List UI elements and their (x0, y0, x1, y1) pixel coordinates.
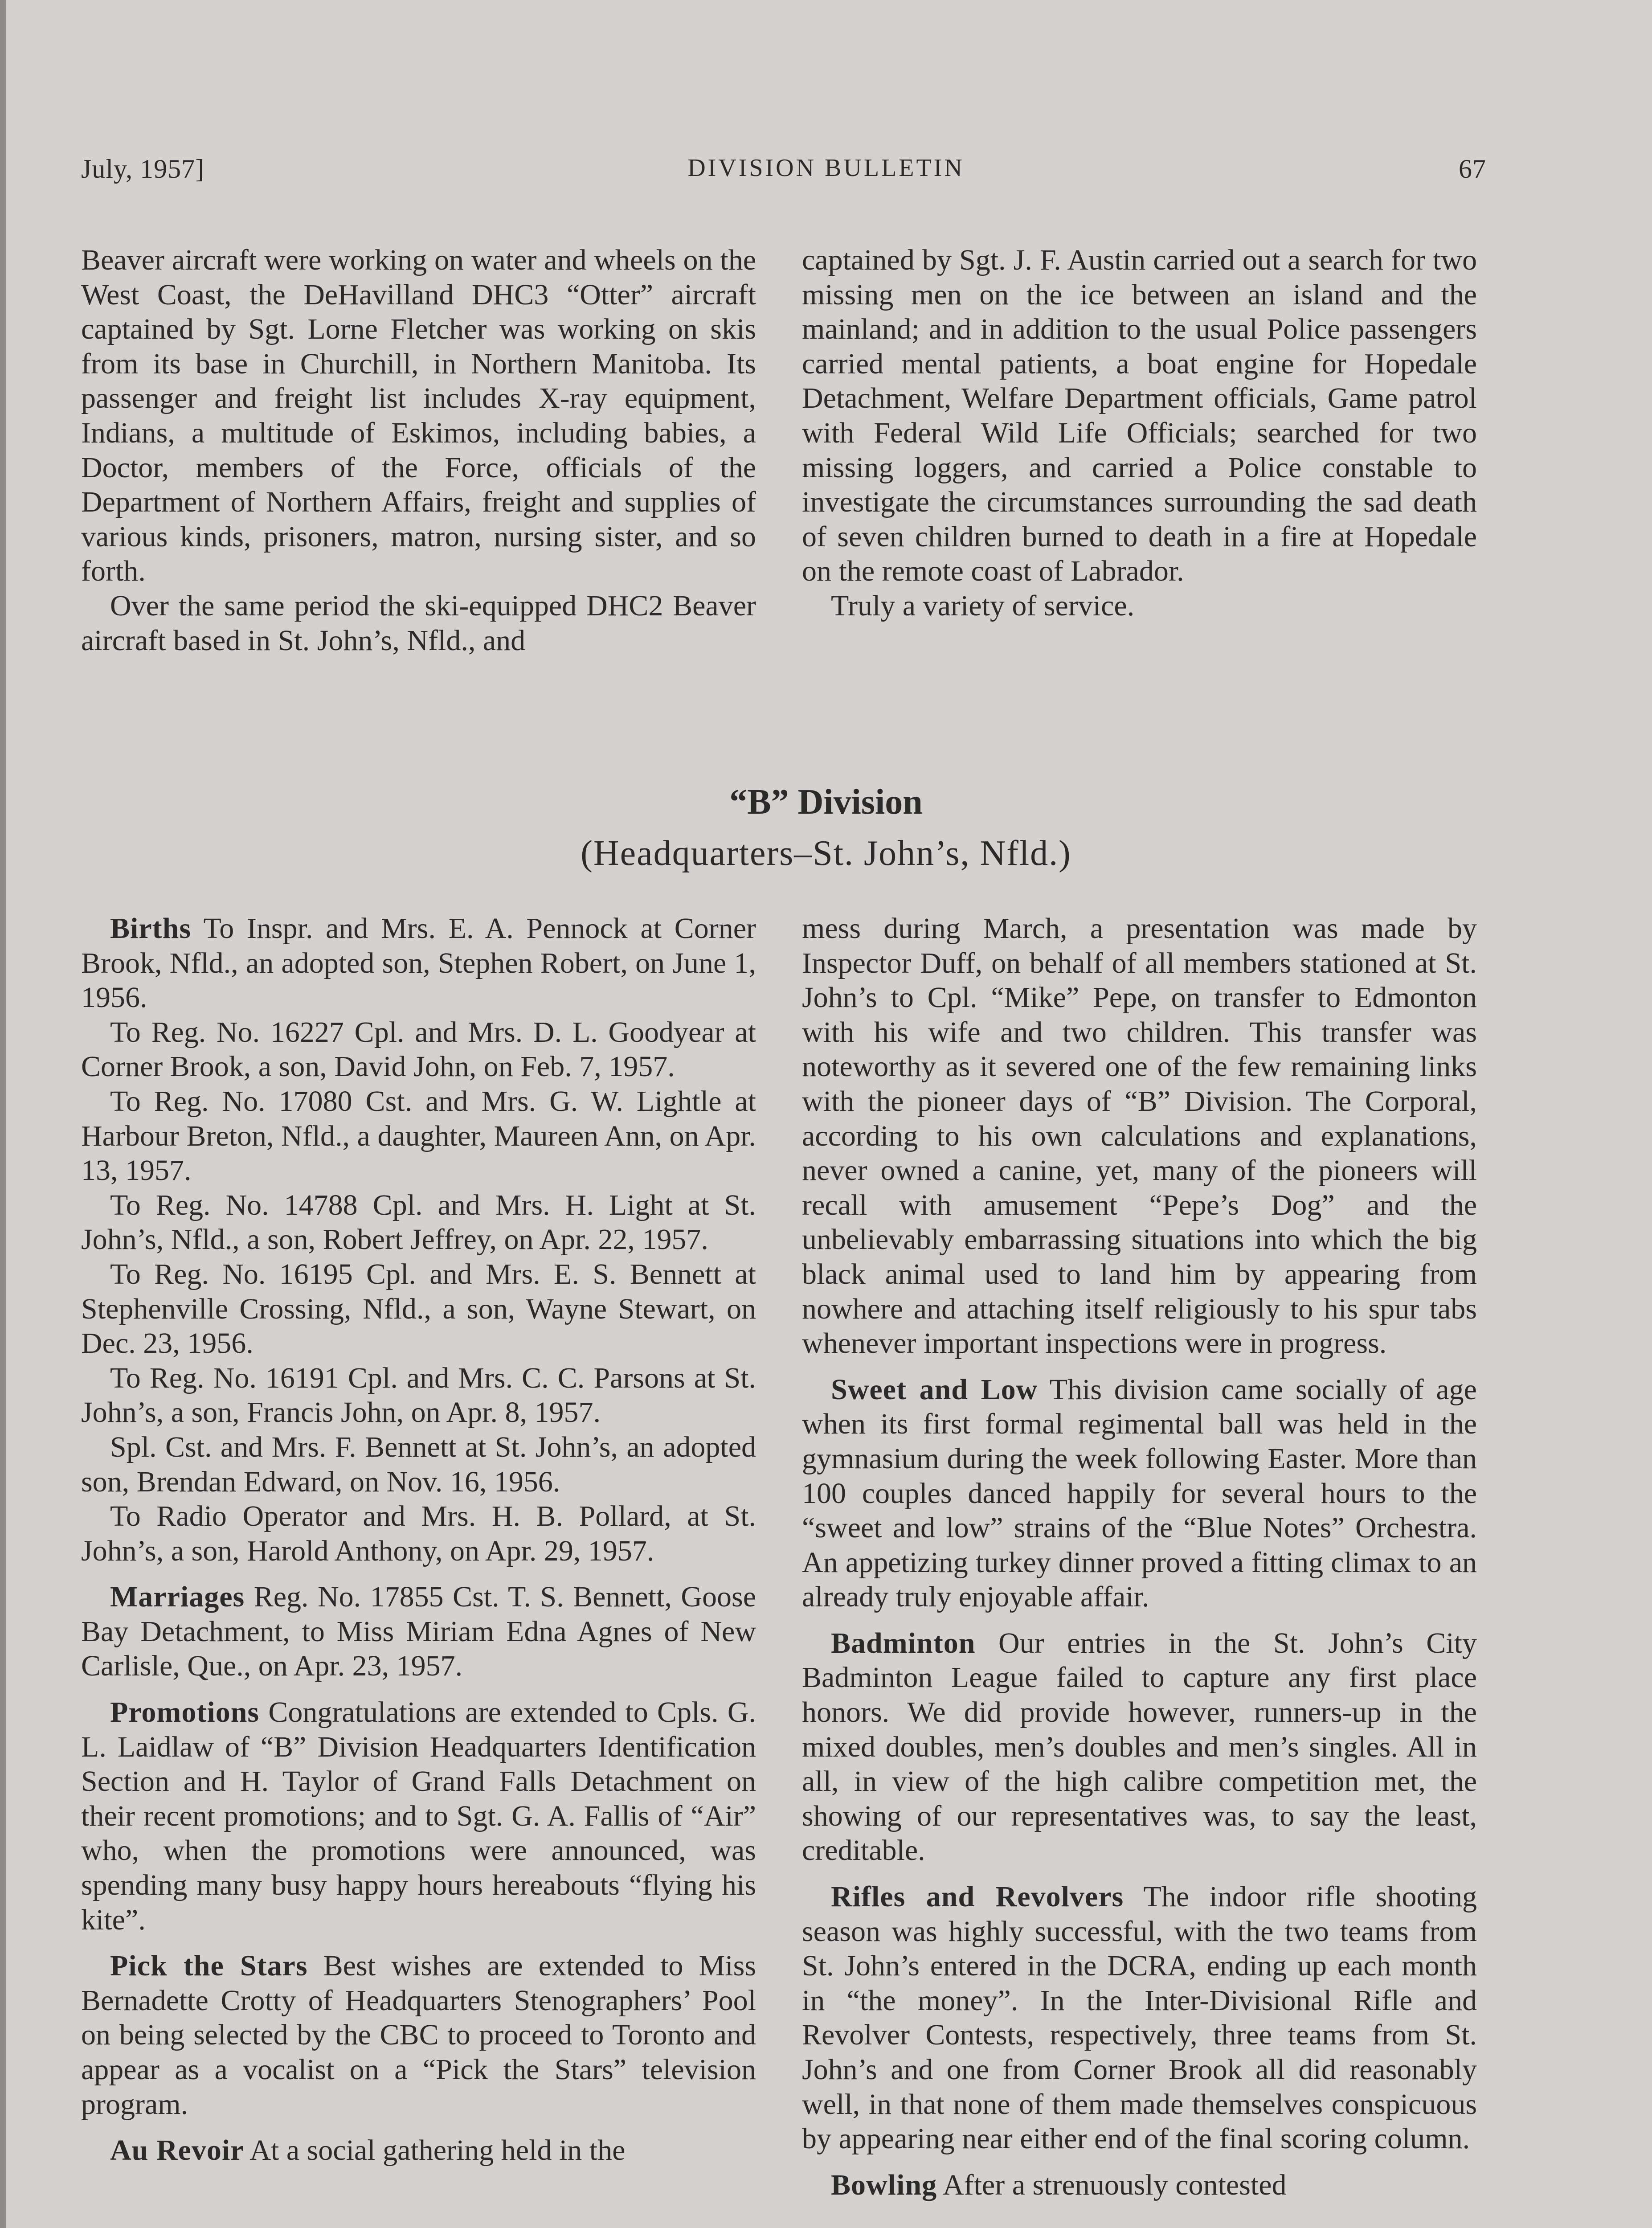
body-left-column (81, 911, 756, 2168)
paragraph-text: Reg. No. 17855 Cst. T. S. Bennett, Goose Bay Detachment, to Miss Miriam Edna Agnes of New Carlisle, Que., on Apr. 23, 1957. (81, 1581, 756, 1683)
paragraph (802, 911, 1477, 1361)
page-number: 67 (1459, 154, 1486, 184)
paragraph (81, 1580, 756, 1683)
paragraph: Over the same period the ski-equipped DHC2 Beaver aircraft based in St. John’s, Nfld., and (81, 589, 756, 657)
section-lead: Rifles and Revolvers (831, 1880, 1124, 1913)
paragraph (81, 1188, 756, 1257)
paragraph-text: To Reg. No. 17080 Cst. and Mrs. G. W. Lightle at Harbour Breton, Nfld., a daughter, Maureen Ann, on Apr. 13, 1957. (81, 1085, 756, 1187)
paragraph-text: To Reg. No. 16195 Cpl. and Mrs. E. S. Bennett at Stephenville Crossing, Nfld., a son, Wayne Stewart, on Dec. 23, 1956. (81, 1257, 756, 1360)
paragraph (802, 2168, 1477, 2203)
paragraph-text: To Inspr. and Mrs. E. A. Pennock at Corner Brook, Nfld., an adopted son, Stephen Robert, on June 1, 1956. (81, 912, 756, 1014)
paragraph-text: At a social gathering held in the (244, 2134, 626, 2167)
section-lead: Au Revoir (110, 2134, 244, 2167)
paragraph-text: This division came socially of age when its first formal regimental ball was held in the gymnasium during the week following Easter. More than 100 couples danced happily for several hours to the “sweet and low” strains of the “Blue Notes” Orchestra. An appetizing turkey dinner proved a fitting climax to an already truly enjoyable affair. (802, 1373, 1477, 1614)
paragraph (81, 911, 756, 1015)
top-right-column (802, 243, 1477, 623)
section-lead: Births (110, 912, 192, 945)
binding-edge (0, 0, 6, 2228)
paragraph-text: To Radio Operator and Mrs. H. B. Pollard, at St. John’s, a son, Harold Anthony, on Apr. 29, 1957. (81, 1500, 756, 1567)
paragraph (802, 1626, 1477, 1868)
paragraph-text: Our entries in the St. John’s City Badminton League failed to capture any first place honors. We did provide however, runners-up in the mixed doubles, men’s doubles and men’s singles. All in all, in view of the high calibre competition met, the showing of our representatives was, to say the least, creditable. (802, 1626, 1477, 1867)
paragraph (802, 1372, 1477, 1614)
paragraph (802, 1880, 1477, 2156)
body-right-column (802, 911, 1477, 2202)
header-title: DIVISION BULLETIN (687, 154, 965, 182)
paragraph (81, 1499, 756, 1568)
section-lead: Pick the Stars (110, 1950, 308, 1982)
section-subtitle: (Headquarters–St. John’s, Nfld.) (581, 834, 1071, 873)
section-lead: Sweet and Low (831, 1373, 1038, 1406)
paragraph (81, 1430, 756, 1499)
paragraph-text: To Reg. No. 14788 Cpl. and Mrs. H. Light at St. John’s, Nfld., a son, Robert Jeffrey, on Apr. 22, 1957. (81, 1188, 756, 1256)
section-lead: Marriages (110, 1581, 245, 1614)
paragraph-text: To Reg. No. 16227 Cpl. and Mrs. D. L. Goodyear at Corner Brook, a son, David John, on Feb. 7, 1957. (81, 1016, 756, 1083)
section-lead: Bowling (831, 2168, 937, 2201)
paragraph (81, 1084, 756, 1188)
section-lead: Promotions (110, 1696, 260, 1729)
paragraph (81, 1361, 756, 1430)
paragraph: Beaver aircraft were working on water and wheels on the West Coast, the DeHavilland DHC3 “Otter” aircraft captained by Sgt. Lorne Fletcher was working on skis from its base in Churchill, in Northern Manitoba. Its passenger and freight list includes X-ray equipment, Indians, a multitude of Eskimos, including babies, a Doctor, members of the Force, officials of the Department of Northern Affairs, freight and supplies of various kinds, prisoners, matron, nursing sister, and so forth. (81, 244, 756, 588)
section-lead: Badminton (831, 1626, 976, 1659)
paragraph-text: Best wishes are extended to Miss Bernadette Crotty of Headquarters Stenographers’ Pool on being selected by the CBC to proceed to Toronto and appear as a vocalist on a “Pick the Stars” television program. (81, 1950, 756, 2121)
paragraph: Truly a variety of service. (831, 589, 1135, 622)
paragraph (81, 1695, 756, 1937)
paragraph-text: After a strenuously contested (937, 2168, 1287, 2201)
paragraph (81, 1949, 756, 2122)
paragraph-text: mess during March, a presentation was made by Inspector Duff, on behalf of all members stationed at St. John’s to Cpl. “Mike” Pepe, on transfer to Edmonton with his wife and two children. This transfer was noteworthy as it severed one of the few remaining links with the pioneer days of “B” Division. The Corporal, according to his own calculations and explanations, never owned a canine, yet, many of the pioneers will recall with amusement “Pepe’s Dog” and the unbelievably embarrassing situations into which the big black animal used to land him by appearing from nowhere and attaching itself religiously to his spur tabs whenever important inspections were in progress. (802, 912, 1477, 1360)
paragraph-text: The indoor rifle shooting season was highly successful, with the two teams from St. John’s entered in the DCRA, ending up each month in “the money”. In the Inter-Divisional Rifle and Revolver Contests, respectively, three teams from St. John’s and one from Corner Brook all did reasonably well, in that none of them made themselves conspicuous by appearing near either end of the final scoring column. (802, 1880, 1477, 2155)
top-left-column (81, 243, 756, 658)
paragraph (81, 1015, 756, 1084)
header-date: July, 1957] (81, 154, 205, 184)
paragraph (81, 1257, 756, 1361)
paragraph-text: Congratulations are extended to Cpls. G. L. Laidlaw of “B” Division Headquarters Identification Section and H. Taylor of Grand Falls Detachment on their recent promotions; and to Sgt. G. A. Fallis of “Air” who, when the promotions were announced, was spending many busy happy hours hereabouts “flying his kite”. (81, 1696, 756, 1936)
paragraph-text: Spl. Cst. and Mrs. F. Bennett at St. John’s, an adopted son, Brendan Edward, on Nov. 16, 1956. (81, 1430, 756, 1498)
paragraph-text: To Reg. No. 16191 Cpl. and Mrs. C. C. Parsons at St. John’s, a son, Francis John, on Apr. 8, 1957. (81, 1361, 756, 1429)
paragraph: captained by Sgt. J. F. Austin carried out a search for two missing men on the ice between an island and the mainland; and in addition to the usual Police passengers carried mental patients, a boat engine for Hopedale Detachment, Welfare Department officials, Game patrol with Federal Wild Life Officials; searched for two missing loggers, and carried a Police constable to investigate the circumstances surrounding the sad death of seven children burned to death in a fire at Hopedale on the remote coast of Labrador. (802, 244, 1477, 588)
paragraph (81, 2133, 756, 2168)
section-title: “B” Division (729, 782, 923, 822)
